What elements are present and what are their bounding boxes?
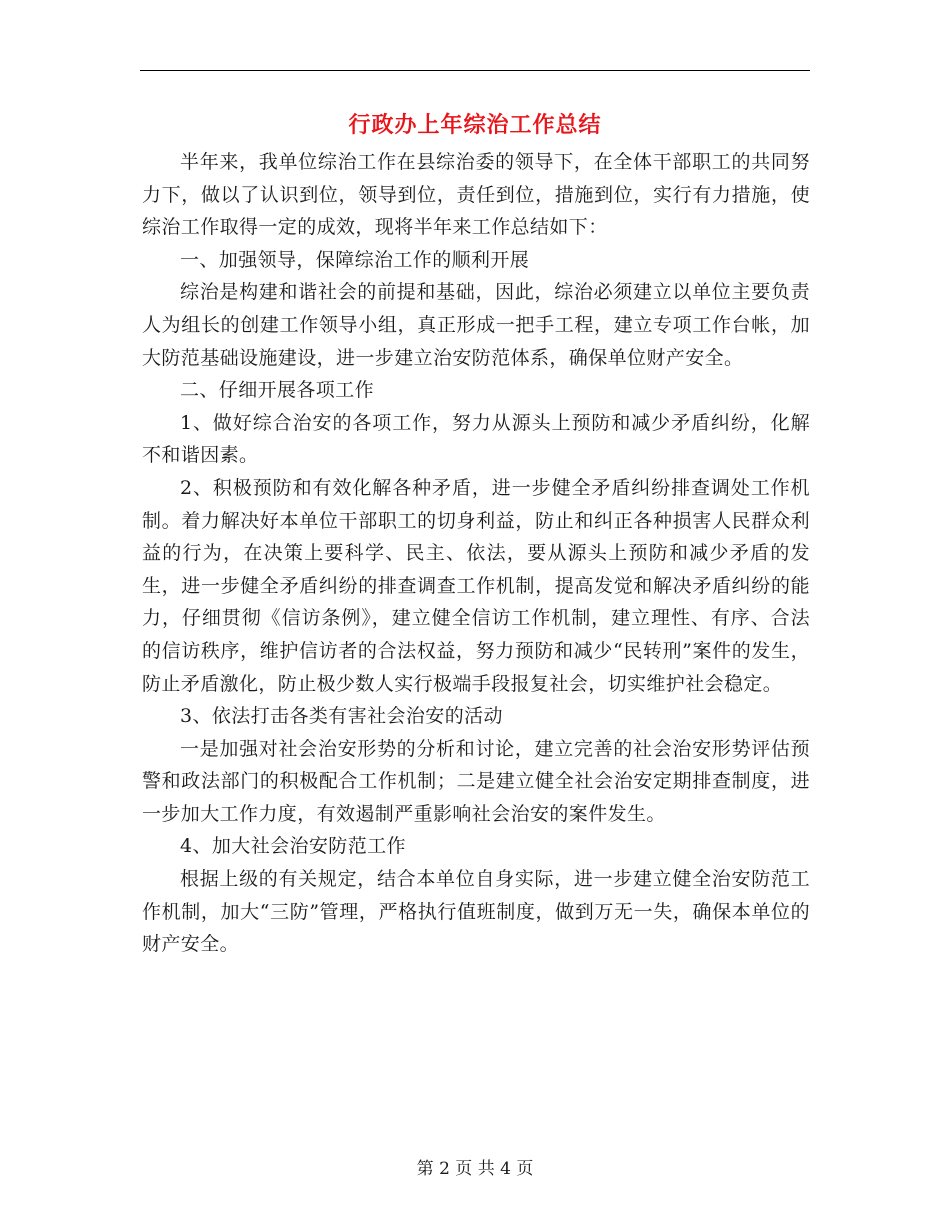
document-body — [142, 146, 810, 961]
header-rule — [140, 70, 810, 71]
paragraph: 2、积极预防和有效化解各种矛盾，进一步健全矛盾纠纷排查调处工作机制。着力解决好本单位干部职工的切身利益，防止和纠正各种损害人民群众利益的行为，在决策上要科学、民主、依法，要从源头上预防和减少矛盾的发生，进一步健全矛盾纠纷的排查调查工作机制，提高发觉和解决矛盾纠纷的能力，仔细贯彻《信访条例》，建立健全信访工作机制，建立理性、有序、合法的信访秩序，维护信访者的合法权益，努力预防和减少“民转刑”案件的发生，防止矛盾激化，防止极少数人实行极端手段报复社会，切实维护社会稳定。 — [142, 476, 810, 695]
section-heading: 二、仔细开展各项工作 — [180, 379, 375, 402]
section-heading: 一、加强领导，保障综治工作的顺利开展 — [180, 248, 530, 271]
document-title: 行政办上年综治工作总结 — [348, 113, 602, 138]
paragraph: 综治是构建和谐社会的前提和基础，因此，综治必须建立以单位主要负责人为组长的创建工作领导小组，真正形成一把手工程，建立专项工作台帐，加大防范基础设施建设，进一步建立治安防范体系，确保单位财产安全。 — [142, 281, 810, 369]
paragraph: 1、做好综合治安的各项工作，努力从源头上预防和减少矛盾纠纷，化解不和谐因素。 — [142, 411, 810, 467]
paragraph: 半年来，我单位综治工作在县综治委的领导下，在全体干部职工的共同努力下，做以了认识到位，领导到位，责任到位，措施到位，实行有力措施，使综治工作取得一定的成效，现将半年来工作总结如下： — [142, 151, 810, 239]
subsection-heading: 3、依法打击各类有害社会治安的活动 — [180, 705, 503, 728]
paragraph: 一是加强对社会治安形势的分析和讨论，建立完善的社会治安形势评估预警和政法部门的积极配合工作机制；二是建立健全社会治安定期排查制度，进一步加大工作力度，有效遏制严重影响社会治安的案件发生。 — [142, 737, 810, 825]
page-number: 第 2 页 共 4 页 — [416, 1159, 534, 1179]
subsection-heading: 4、加大社会治安防范工作 — [180, 835, 406, 858]
paragraph: 根据上级的有关规定，结合本单位自身实际，进一步建立健全治安防范工作机制，加大“三防”管理，严格执行值班制度，做到万无一失，确保本单位的财产安全。 — [142, 868, 810, 956]
